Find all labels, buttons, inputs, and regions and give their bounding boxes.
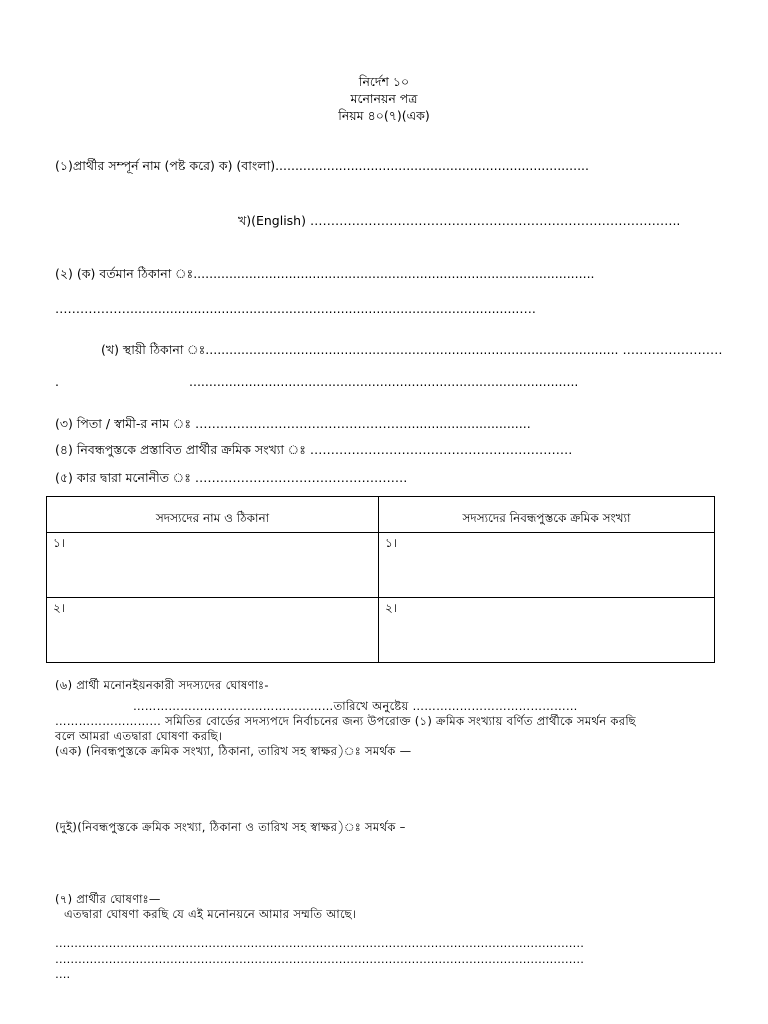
form-title: মনোনয়ন পত্র <box>350 91 418 106</box>
table-row <box>47 598 715 663</box>
nominated-by-field: (৫) কার দ্বারা মনোনীত ঃ …………………………………………… <box>55 470 408 485</box>
header-member-serial-number: সদস্যদের নিবন্ধপুস্তকে ক্রমিক সংখ্যা <box>379 497 715 533</box>
table-cell: ২। <box>47 598 379 663</box>
present-address-continuation: ………………..................................................................................................…. <box>55 301 536 316</box>
rule-reference: নিয়ম ৪০(৭)(এক) <box>338 108 430 123</box>
header-member-name-address: সদস্যদের নাম ও ঠিকানা <box>47 497 379 533</box>
declaration-text-line: ……………………… সমিতির বোর্ডের সদস্যপদে নির্বাচনের জন্য উপরোক্ত (১) ক্রমিক সংখ্যায় বর্ণিত প্রার্থীকে সমর্থন করছি <box>55 714 636 728</box>
declaration-date-line: ……………………………………………তারিখে অনুষ্টেয় …………………………………… <box>133 699 578 713</box>
signature-dotted-line: ………………………………………………………………………………………………………………………… <box>55 936 584 950</box>
father-husband-name-field: (৩) পিতা / স্বামী-র নাম ঃ ……………………………………………............................... <box>55 416 531 431</box>
permanent-address-dot: . <box>55 374 59 389</box>
permanent-address-field: (খ) স্থায়ী ঠিকানা ঃ........................................................................................................ …………………… <box>101 342 723 357</box>
nominator-declaration-title: (৬) প্রার্থী মনোনইয়নকারী সদস্যদের ঘোষণাঃ- <box>55 678 269 692</box>
candidate-name-english-field: খ)(English) …………………………………………………………………………….. <box>238 213 681 228</box>
permanent-address-continuation: .................................................................................................. <box>189 374 579 389</box>
members-table <box>46 496 715 663</box>
proposed-serial-number-field: (৪) নিবন্ধপুস্তকে প্রস্তাবিত প্রার্থীর ক্রমিক সংখ্যা ঃ ……………………………………………………… <box>55 442 573 457</box>
table-cell: ১। <box>47 533 379 598</box>
supporter-two-label: (দুই)(নিবন্ধপুস্তকে ক্রমিক সংখ্যা, ঠিকানা ও তারিখ সহ স্বাক্ষর)ঃ সমর্থক – <box>55 820 406 834</box>
table-cell: ১। <box>379 533 715 598</box>
table-cell: ২। <box>379 598 715 663</box>
candidate-consent-text: এতদ্বারা ঘোষণা করছি যে এই মনোনয়নে আমার সম্মতি আছে। <box>64 907 357 921</box>
present-address-field: (২) (ক) বর্তমান ঠিকানা ঃ..................................................................................................... <box>55 266 595 281</box>
declaration-text-end: বলে আমরা এতদ্বারা ঘোষণা করছি। <box>55 729 223 743</box>
candidate-name-bangla-field: (১)প্রার্থীর সম্পূর্ন নাম (পষ্ট করে) ক) (বাংলা)............................................................................... <box>55 158 589 173</box>
signature-dotted-line-end: …. <box>55 967 71 981</box>
table-row <box>47 533 715 598</box>
signature-dotted-line: ………………………………………………………………………………………………………………………… <box>55 952 584 966</box>
form-number: নির্দেশ ১০ <box>358 74 410 89</box>
supporter-one-label: (এক) (নিবন্ধপুস্তকে ক্রমিক সংখ্যা, ঠিকানা, তারিখ সহ স্বাক্ষর)ঃ সমর্থক — <box>55 744 412 758</box>
candidate-declaration-title: (৭) প্রার্থীর ঘোষণাঃ— <box>55 892 161 906</box>
table-header-row <box>47 497 715 533</box>
